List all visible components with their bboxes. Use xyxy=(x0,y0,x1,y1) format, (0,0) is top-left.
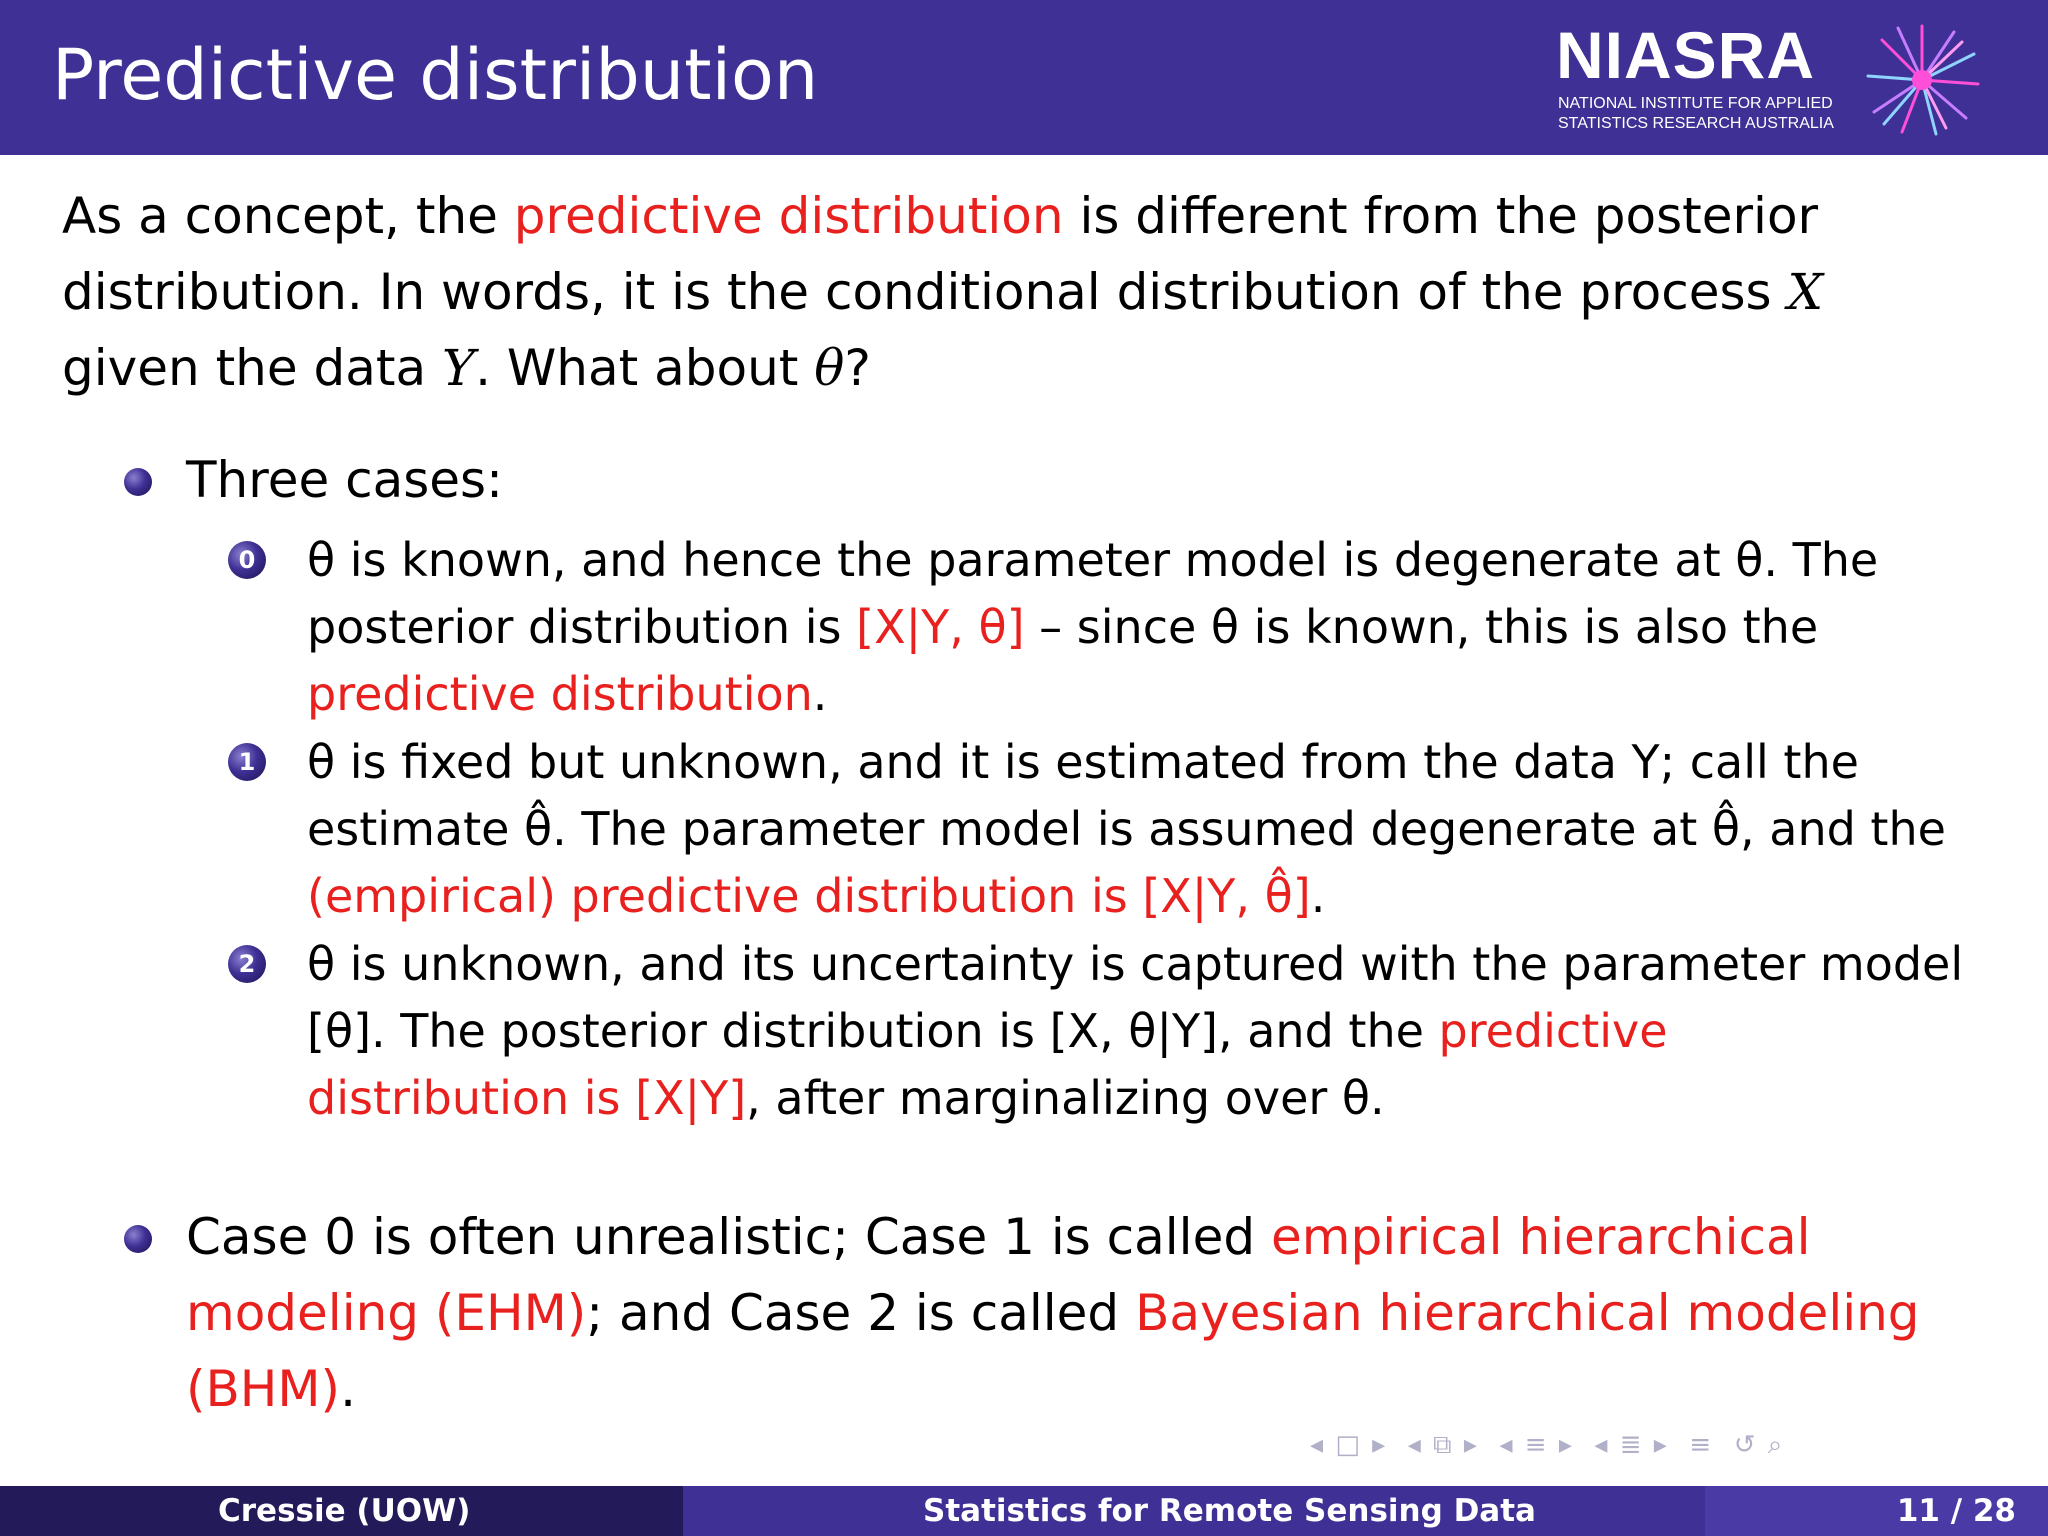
case-0-line-1: θ is known, and hence the parameter model is degenerate at θ. The xyxy=(307,533,1879,587)
highlight-bhm: Bayesian hierarchical modeling xyxy=(1135,1284,1920,1342)
case-2-number-badge: 2 xyxy=(228,945,266,983)
summary-line-3 xyxy=(186,1351,1986,1427)
intro-text: distribution. In words, it is the conditional distribution of the process xyxy=(62,263,1772,321)
intro-paragraph xyxy=(62,178,2002,406)
case-1-text xyxy=(307,729,2027,930)
nav-search-icon[interactable]: ↺ ⌕ xyxy=(1733,1430,1785,1460)
logo-subtitle-line1: NATIONAL INSTITUTE FOR APPLIED xyxy=(1558,95,1833,112)
highlight-distribution: distribution is [X|Y] xyxy=(307,1071,747,1125)
intro-text: . What about xyxy=(475,339,799,397)
niasra-starburst-icon xyxy=(1862,20,1982,140)
footer-title-section xyxy=(683,1486,1705,1536)
nav-frame-icon[interactable]: ◂ ≣ ▸ xyxy=(1594,1430,1669,1460)
intro-line-1 xyxy=(62,178,2002,254)
intro-text: ? xyxy=(844,339,871,397)
beamer-navigation xyxy=(1310,1430,1784,1461)
nav-first-icon[interactable]: ◂ □ ▸ xyxy=(1310,1430,1388,1460)
summary-line-2 xyxy=(186,1275,1986,1351)
bullet-icon xyxy=(124,468,152,496)
math-Y: Y xyxy=(442,339,476,397)
case-1-line-3 xyxy=(307,863,2027,930)
case-0-number-badge: 0 xyxy=(228,541,266,579)
highlight-empirical-predictive: (empirical) predictive distribution is [X|Y, θ̂] xyxy=(307,869,1311,923)
slide-header xyxy=(0,0,2048,155)
case-0-line-2 xyxy=(307,594,2027,661)
case-text: – since θ is known, this is also the xyxy=(1039,600,1819,654)
footer-author-section xyxy=(0,1486,683,1536)
highlight-predictive-distribution: predictive distribution xyxy=(513,187,1064,245)
case-1-line-1: θ is fixed but unknown, and it is estimated from the data Y; call the xyxy=(307,735,1859,789)
footer-author: Cressie (UOW) xyxy=(218,1493,471,1529)
highlight-predictive: predictive xyxy=(1438,1004,1668,1058)
summary-line-1 xyxy=(186,1199,1986,1275)
nav-section-icon[interactable]: ◂ ⧉ ▸ xyxy=(1407,1430,1479,1460)
case-2-text xyxy=(307,931,2027,1132)
case-text: [θ]. The posterior distribution is [X, θ|Y], and the xyxy=(307,1004,1424,1058)
summary-text: Case 0 is often unrealistic; Case 1 is called xyxy=(186,1208,1256,1266)
case-text: posterior distribution is xyxy=(307,600,842,654)
summary-text: ; and Case 2 is called xyxy=(586,1284,1120,1342)
math-theta: θ xyxy=(814,339,845,397)
case-2-line-2 xyxy=(307,998,2027,1065)
bullet-case-summary xyxy=(186,1199,1986,1427)
case-0-text xyxy=(307,527,2027,728)
intro-line-2 xyxy=(62,254,2002,330)
niasra-logo-subtitle xyxy=(1558,94,1834,134)
case-2-line-3 xyxy=(307,1065,2027,1132)
case-text: , after marginalizing over θ. xyxy=(746,1071,1385,1125)
intro-line-3 xyxy=(62,330,2002,406)
case-1-number-badge: 1 xyxy=(228,743,266,781)
nav-subsection-icon[interactable]: ◂ ≡ ▸ xyxy=(1499,1430,1574,1460)
case-0-line-3 xyxy=(307,661,2027,728)
slide-title: Predictive distribution xyxy=(52,34,819,116)
footer-page-number: 11 / 28 xyxy=(1896,1493,2016,1529)
case-text: . xyxy=(812,667,828,721)
logo-subtitle-line2: STATISTICS RESEARCH AUSTRALIA xyxy=(1558,115,1834,132)
highlight-ehm: modeling (EHM) xyxy=(186,1284,587,1342)
footer-talk-title: Statistics for Remote Sensing Data xyxy=(923,1493,1536,1529)
intro-text: given the data xyxy=(62,339,427,397)
math-X: X xyxy=(1787,263,1824,321)
highlight-conditional: [X|Y, θ] xyxy=(856,600,1025,654)
intro-text: As a concept, the xyxy=(62,187,498,245)
case-text: . xyxy=(1310,869,1326,923)
case-2-line-1: θ is unknown, and its uncertainty is captured with the parameter model xyxy=(307,937,1964,991)
nav-align-icon[interactable]: ≡ xyxy=(1689,1430,1714,1460)
highlight-predictive-distribution: predictive distribution xyxy=(307,667,813,721)
niasra-logo-text: NIASRA xyxy=(1556,18,1816,92)
bullet-icon xyxy=(124,1225,152,1253)
bullet-three-cases: Three cases: xyxy=(186,451,503,509)
footer-page-section xyxy=(1705,1486,2048,1536)
intro-text: is different from the posterior xyxy=(1079,187,1819,245)
highlight-ehm: empirical hierarchical xyxy=(1270,1208,1811,1266)
slide-footer xyxy=(0,1486,2048,1536)
highlight-bhm: (BHM) xyxy=(186,1360,341,1418)
summary-text: . xyxy=(340,1360,356,1418)
case-1-line-2: estimate θ̂. The parameter model is assumed degenerate at θ̂, and the xyxy=(307,802,1946,856)
